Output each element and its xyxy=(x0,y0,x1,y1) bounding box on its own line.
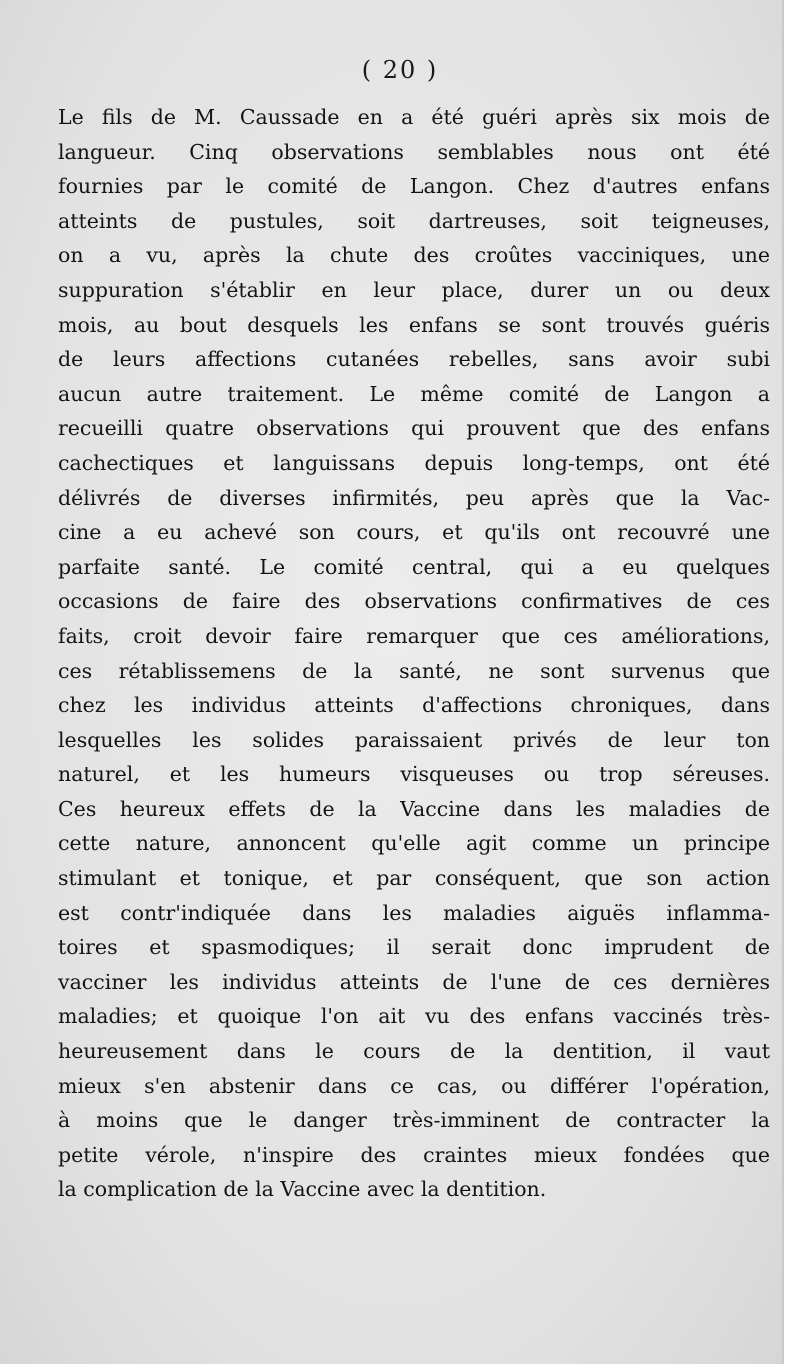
text-line: mois, au bout desquels les enfans se sont trouvés guéris xyxy=(58,312,770,337)
text-line: heureusement dans le cours de la dentition, il vaut xyxy=(58,1039,770,1064)
text-line: lesquelles les solides paraissaient privés de leur ton xyxy=(58,727,770,752)
text-line: ces rétablissemens de la santé, ne sont survenus que xyxy=(58,658,770,683)
text-line: atteints de pustules, soit dartreuses, soit teigneuses, xyxy=(58,208,770,233)
page-number: ( 20 ) xyxy=(361,56,439,84)
text-line: à moins que le danger très-imminent de contracter la xyxy=(58,1108,770,1133)
page-edge xyxy=(782,0,800,1364)
text-line: fournies par le comité de Langon. Chez d'autres enfans xyxy=(58,174,770,199)
text-line: recueilli quatre observations qui prouvent que des enfans xyxy=(58,416,770,441)
text-line: mieux s'en abstenir dans ce cas, ou différer l'opération, xyxy=(58,1073,770,1098)
text-line: cine a eu achevé son cours, et qu'ils ont recouvré une xyxy=(58,520,770,545)
text-line: cachectiques et languissans depuis long-temps, ont été xyxy=(58,450,770,475)
text-line: faits, croit devoir faire remarquer que ces améliorations, xyxy=(58,623,770,648)
text-line: maladies; et quoique l'on ait vu des enfans vaccinés très- xyxy=(58,1004,770,1029)
body-text xyxy=(58,100,770,1207)
text-line: langueur. Cinq observations semblables nous ont été xyxy=(58,139,770,164)
text-line: cette nature, annoncent qu'elle agit comme un principe xyxy=(58,831,770,856)
text-line: naturel, et les humeurs visqueuses ou trop séreuses. xyxy=(58,762,770,787)
text-line: Ces heureux effets de la Vaccine dans les maladies de xyxy=(58,796,770,821)
text-line: petite vérole, n'inspire des craintes mieux fondées que xyxy=(58,1142,770,1167)
text-line: occasions de faire des observations confirmatives de ces xyxy=(58,589,770,614)
text-line: de leurs affections cutanées rebelles, sans avoir subi xyxy=(58,347,770,372)
text-line: chez les individus atteints d'affections chroniques, dans xyxy=(58,693,770,718)
text-line: la complication de la Vaccine avec la dentition. xyxy=(58,1177,547,1202)
text-line: stimulant et tonique, et par conséquent, que son action xyxy=(58,866,770,891)
text-line: suppuration s'établir en leur place, durer un ou deux xyxy=(58,277,770,302)
text-line: parfaite santé. Le comité central, qui a eu quelques xyxy=(58,554,770,579)
text-line: toires et spasmodiques; il serait donc imprudent de xyxy=(58,935,770,960)
text-line: vacciner les individus atteints de l'une de ces dernières xyxy=(58,969,770,994)
text-line: on a vu, après la chute des croûtes vacciniques, une xyxy=(58,243,770,268)
text-line: est contr'indiquée dans les maladies aiguës inflamma- xyxy=(58,900,770,925)
text-line: aucun autre traitement. Le même comité de Langon a xyxy=(58,381,770,406)
text-line: délivrés de diverses infirmités, peu après que la Vac- xyxy=(58,485,770,510)
text-line: Le fils de M. Caussade en a été guéri après six mois de xyxy=(58,105,770,129)
